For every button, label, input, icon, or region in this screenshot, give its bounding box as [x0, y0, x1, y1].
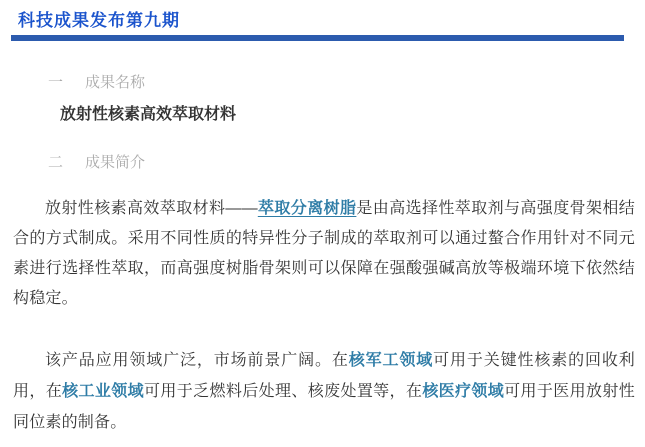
document-header	[0, 0, 645, 41]
section-heading-achievement-intro	[48, 153, 645, 173]
application-text-run: 可用于医用放射性同位素的制备。	[13, 383, 635, 431]
application-text-run: 可用于关键性核素的回收利用，在	[13, 352, 635, 400]
intro-text-run: 放射性核素高效萃取材料——	[45, 200, 258, 217]
title-underline-bar	[11, 35, 624, 41]
page-title: 科技成果发布第九期	[18, 11, 180, 30]
term-nuclear-industry-field: 核工业领域	[62, 383, 144, 400]
term-nuclear-medical-field: 核医疗领域	[422, 383, 505, 400]
achievement-name: 放射性核素高效萃取材料	[60, 106, 237, 123]
section-number: 二	[48, 154, 64, 171]
term-extraction-separation-resin: 萃取分离树脂	[257, 200, 357, 217]
section-label: 成果名称	[85, 74, 146, 91]
term-nuclear-military-field: 核军工领域	[348, 352, 434, 369]
section-number: 一	[48, 74, 64, 91]
application-text-run: 可用于乏燃料后处理、核废处置等，在	[143, 383, 423, 400]
intro-paragraph	[13, 194, 635, 314]
intro-text-run: 是由高选择性萃取剂与高强度骨架相结合的方式制成。采用不同性质的特异性分子制成的萃取剂可以通过螯合作用针对不同元素进行选择性萃取，而高强度树脂骨架则可以保障在强酸强碱高放等极端环境下依然结构稳定。	[13, 200, 635, 307]
section-heading-achievement-name	[48, 73, 645, 93]
application-paragraph	[13, 345, 635, 438]
application-text-run: 该产品应用领域广泛，市场前景广阔。在	[45, 352, 349, 369]
section-label: 成果简介	[85, 154, 146, 171]
